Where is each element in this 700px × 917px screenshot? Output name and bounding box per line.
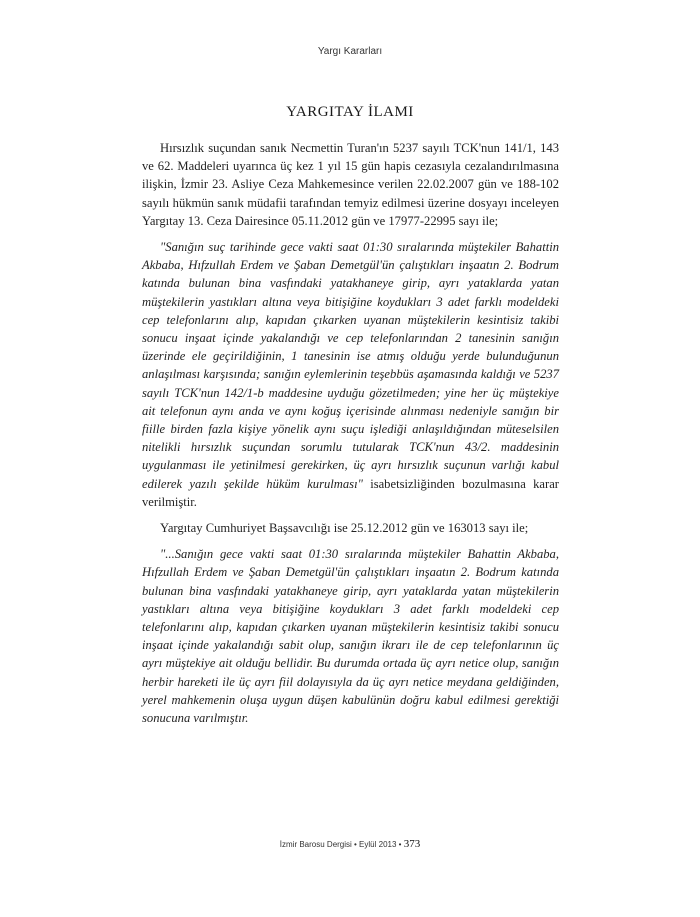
running-header: Yargı Kararları: [317, 46, 383, 57]
paragraph-intro: Hırsızlık suçundan sanık Necmettin Turan'ın 5237 sayılı TCK'nun 141/1, 143 ve 62. Maddeleri uyarınca üç kez 1 yıl 15 gün hapis cezasıyla cezalandırılmasına ilişkin, İzmir 23. Asliye Ceza Mahkemesince verilen 22.02.2007 gün ve 188-102 sayılı hükmün sanık müdafii tarafından temyiz edilmesi üzerine dosyayı inceleyen Yargıtay 13. Ceza Dairesince 05.11.2012 gün ve 17977-22995 sayı ile;: [142, 141, 559, 228]
paragraph-prosecutor: Yargıtay Cumhuriyet Başsavcılığı ise 25.12.2012 gün ve 163013 sayı ile;: [160, 521, 529, 536]
document-body: [142, 139, 559, 727]
quote-tail-text: isabetsizliğinden bozulmasına karar verilmiştir.: [142, 476, 559, 509]
page-title: YARGITAY İLAMI: [286, 104, 414, 120]
page-number: 373: [403, 838, 421, 850]
quote-prosecutor-opinion: "...Sanığın gece vakti saat 01:30 sıralarında müştekiler Bahattin Akbaba, Hıfzullah Erdem ve Şaban Demetgül'ün çalıştıkları inşaatın 2. Bodrum katında bulunan bina vasfındaki yatakhaneye girip, ayrı yataklarda yatan müştekilerin yastıkları altına veya bitişiğine koydukları 3 adet farklı modeldeki cep telefonlarını alıp, kapıdan çıkarken uyanan müştekilerin kesintisiz takibi sonucu inşaat içinde yakalandığı sabit olup, sanığın ikrarı ile de cep telefonlarının üç ayrı müştekiye ait olduğu bellidir. Bu durumda ortada üç ayrı netice olup, sanığın herbir hareketi ile üç ayrı fiil dolayısıyla da üç ayrı netice meydana geldiğinden, yerel mahkemenin oluşa uygun düşen kabulünün doğru kabul edilmesi gerektiği sonucuna varılmıştır.: [142, 547, 559, 726]
quote-text: "Sanığın suç tarihinde gece vakti saat 01:30 sıralarında müştekiler Bahattin Akbaba, Hıfzullah Erdem ve Şaban Demetgül'ün çalıştıkları inşaatın 2. Bodrum katında bulunan bina vasfındaki yatakhaneye girip, ayrı yataklarda yatan müştekilerin yastıkları altına veya bitişiğine koydukları 3 adet farklı modeldeki cep telefonlarını alıp, kapıdan çıkarken uyanan müştekilerin kesintisiz takibi sonucu inşaat içinde yakalandığı ve cep telefonlarından 2 tanesinin sanığın üzerinde ele geçirildiğinin, 1 tanesinin ise atmış olduğu yerde bulunduğunun anlaşılması karşısında; sanığın eylemlerinin teşebbüs aşamasında kaldığı ve 5237 sayılı TCK'nun 142/1-b maddesine uyduğu gözetilmeden; yine her üç müştekiye ait telefonun aynı anda ve aynı koğuş içerisinde alınması nedeniyle sanığın bir fiille birden fazla kişiye yönelik aynı suçu işlediği anlaşıldığından müteselsilen nitelikli hırsızlık suçundan sorumlu tutularak TCK'nun 43/2. maddesinin uygulanması ile yetinilmesi gerekirken, üç ayrı hırsızlık suçunun varlığı kabul edilerek yazılı şekilde hüküm kurulması": [142, 240, 559, 491]
page-footer: [0, 838, 700, 850]
journal-name: İzmir Barosu Dergisi • Eylül 2013 •: [279, 840, 402, 849]
quote-court-decision: [142, 238, 559, 511]
